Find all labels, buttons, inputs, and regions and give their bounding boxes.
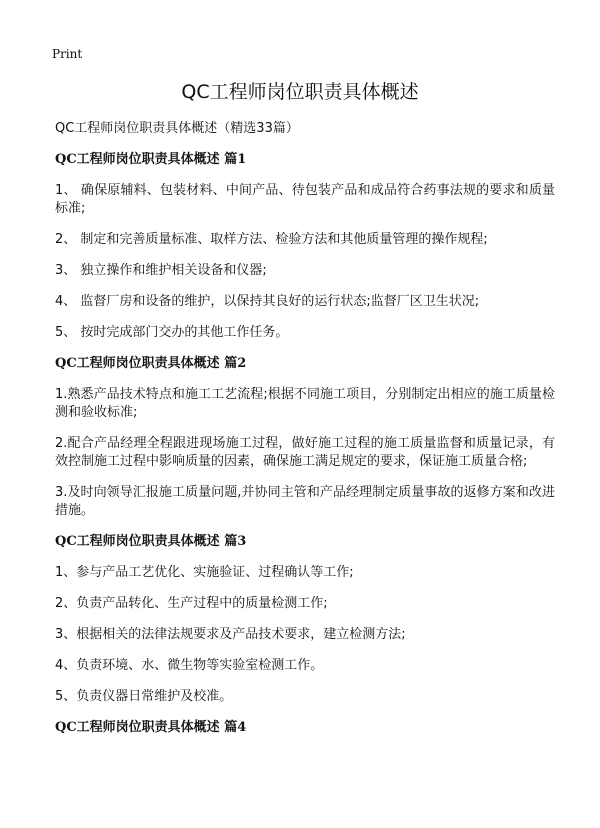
section-2 xyxy=(55,355,555,520)
section-heading: QC工程师岗位职责具体概述 篇2 xyxy=(55,356,247,371)
list-item: 4、 监督厂房和设备的维护，以保持其良好的运行状态;监督厂区卫生状况; xyxy=(55,294,480,309)
section-4 xyxy=(55,719,555,737)
list-item: 4、负责环境、水、微生物等实验室检测工作。 xyxy=(55,658,324,673)
list-item: 3、根据相关的法律法规要求及产品技术要求，建立检测方法; xyxy=(55,627,406,642)
list-item: 2、 制定和完善质量标准、取样方法、检验方法和其他质量管理的操作规程; xyxy=(55,232,488,247)
list-item: 1.熟悉产品技术特点和施工工艺流程;根据不同施工项目，分别制定出相应的施工质量检测和验收标准; xyxy=(55,387,555,420)
document-subtitle: QC工程师岗位职责具体概述（精选33篇） xyxy=(55,121,299,136)
section-heading: QC工程师岗位职责具体概述 篇3 xyxy=(55,534,247,549)
section-heading: QC工程师岗位职责具体概述 篇1 xyxy=(55,152,247,167)
list-item: 5、 按时完成部门交办的其他工作任务。 xyxy=(55,325,289,340)
list-item: 2、负责产品转化、生产过程中的质量检测工作; xyxy=(55,596,328,611)
list-item: 1、 确保原辅料、包装材料、中间产品、待包装产品和成品符合药事法规的要求和质量标准; xyxy=(55,183,555,216)
list-item: 5、负责仪器日常维护及校准。 xyxy=(55,689,233,704)
section-3 xyxy=(55,533,555,706)
document-body xyxy=(55,120,555,750)
list-item: 3.及时向领导汇报施工质量问题,并协同主管和产品经理制定质量事故的返修方案和改进措施。 xyxy=(55,485,555,518)
section-1 xyxy=(55,151,555,342)
list-item: 3、 独立操作和维护相关设备和仪器; xyxy=(55,263,267,278)
list-item: 1、参与产品工艺优化、实施验证、过程确认等工作; xyxy=(55,565,354,580)
list-item: 2.配合产品经理全程跟进现场施工过程，做好施工过程的施工质量监督和质量记录，有效控制施工过程中影响质量的因素，确保施工满足规定的要求，保证施工质量合格; xyxy=(55,436,555,469)
section-heading: QC工程师岗位职责具体概述 篇4 xyxy=(55,720,247,735)
print-label: Print xyxy=(52,47,83,61)
document-title: QC工程师岗位职责具体概述 xyxy=(181,81,419,103)
